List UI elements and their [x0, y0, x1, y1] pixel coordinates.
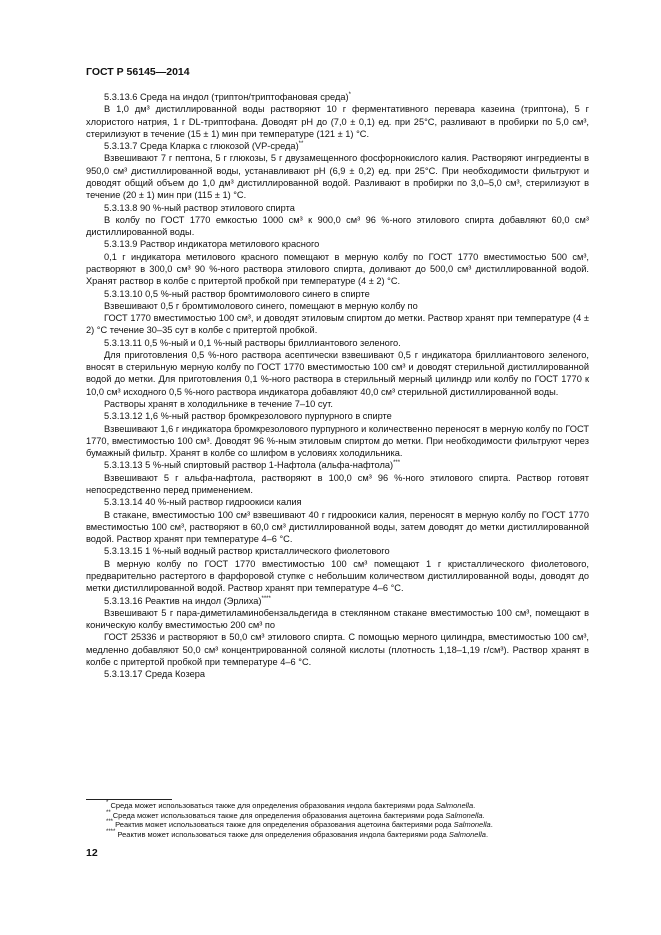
paragraph-text: Для приготовления 0,5 %-ного раствора асептически взвешивают 0,5 г индикатора бриллиантового зеленого, вносят в стерильную мерную колбу по ГОСТ 1770 вместимостью 100 см³ и доводят стерильной дистиллированной водой до метки. Для приготовления 0,1 %-ного раствора в стерильный мерный цилиндр или колбу по ГОСТ 1770 к 10,0 см³ исходного 0,5 %-ного раствора индикатора добавляют 40,0 см³ стерильной дистиллированной воды. — [86, 349, 589, 397]
footnote-mark: ** — [106, 809, 111, 816]
paragraph-text: В колбу по ГОСТ 1770 емкостью 1000 см³ к 900,0 см³ 96 %-ного этилового спирта добавляют 60,0 см³ дистиллированной воды. — [86, 214, 589, 238]
paragraph-text: 5.3.13.11 0,5 %-ный и 0,1 %-ный растворы бриллиантового зеленого. — [104, 337, 401, 348]
paragraph-text: В стакане, вместимостью 100 см³ взвешивают 40 г гидроокиси калия, переносят в мерную колбу по ГОСТ 1770 вместимостью 100 см³, растворяют в 60,0 см³ дистиллированной воды, затем доводят до метки дистиллированной водой. Раствор хранят при температуре 4–6 °С. — [86, 509, 589, 545]
paragraph-text: 5.3.13.12 1,6 %-ный раствор бромкрезолового пурпурного в спирте — [104, 411, 392, 422]
paragraph — [86, 631, 589, 668]
document-body — [86, 91, 589, 681]
footnote-separator — [86, 799, 172, 800]
footnote-ref: *** — [393, 460, 401, 467]
paragraph — [86, 214, 589, 239]
footnote — [106, 811, 626, 821]
paragraph — [86, 668, 589, 680]
footnote-genus: Salmonella — [453, 820, 491, 830]
paragraph — [86, 238, 589, 250]
paragraph-text: 0,1 г индикатора метилового красного помещают в мерную колбу по ГОСТ 1770 вместимостью 500 см³, растворяют в 300,0 см³ 90 %-ного раствора этилового спирта, доливают до 500,0 см³ дистиллированной водой. Хранят раствор в колбе с притертой пробкой при температуре (4 ± 2) °С. — [86, 251, 589, 287]
footnote-text: Реактив может использоваться также для определения образования ацетоина бактериями рода — [115, 820, 454, 830]
footnote-text: Среда может использоваться также для определения образования ацетоина бактериями рода — [112, 810, 446, 820]
paragraph-text: 5.3.13.17 Среда Козера — [104, 669, 206, 680]
paragraph — [86, 152, 589, 201]
page-number: 12 — [86, 847, 98, 859]
footnote-mark: * — [106, 800, 109, 806]
paragraph-text: В мерную колбу по ГОСТ 1770 вместимостью 100 см³ помещают 1 г кристаллического фиолетового, предварительно растертого в фарфоровой ступке с небольшим количеством дистиллированной воды, доводят до метки дистиллированной водой. Раствор хранят при температуре 4–6 °С. — [86, 558, 589, 594]
paragraph-text: 5.3.13.7 Среда Кларка с глюкозой (VP-среда) — [104, 141, 299, 152]
footnote-text: Среда может использоваться также для определения образования индола бактериями рода — [110, 801, 437, 810]
footnote-end: . — [473, 801, 476, 810]
paragraph — [86, 459, 589, 471]
paragraph-text: Взвешивают 1,6 г индикатора бромкрезолового пурпурного и количественно переносят в мерную колбу по ГОСТ 1770, вместимостью 100 см³. Доводят 96 %-ным этиловым спиртом до метки. При необходимости фильтруют через бумажный фильтр. Хранят в колбе со шлифом в условиях холодильника. — [86, 423, 589, 459]
footnote-text: Реактив может использоваться также для определения образования индола бактериями рода — [117, 830, 449, 840]
document-header: ГОСТ Р 56145—2014 — [86, 66, 190, 78]
footnote-ref: ** — [298, 141, 304, 148]
paragraph — [86, 496, 589, 508]
paragraph — [86, 300, 589, 312]
paragraph-text: ГОСТ 25336 и растворяют в 50,0 см³ этилового спирта. С помощью мерного цилиндра, вместимостью 100 см³, медленно добавляют 50,0 см³ концентрированной соляной кислоты (плотность 1,18–1,19 г/см³). Раствор хранят в колбе с притертой пробкой при температуре 4–6 °С. — [86, 632, 589, 667]
footnote-genus: Salmonella — [445, 810, 483, 820]
paragraph-text: Взвешивают 7 г пептона, 5 г глюкозы, 5 г двузамещенного фосфорнокислого калия. Растворяют ингредиенты в 950,0 см³ дистиллированной воды, устанавливают pH (6,9 ± 0,2) ед. при 25°С. При необходимости фильтруют и доводят общий объем до 1,0 дм³ дистиллированной водой. Разливают в пробирки по 3,0–5,0 см³, стерилизуют в течение (20 ± 1) мин при (115 ± 1) °С. — [86, 153, 589, 201]
footnote-ref: **** — [261, 595, 271, 602]
paragraph — [86, 558, 589, 595]
footnote-mark: **** — [106, 829, 116, 836]
paragraph — [86, 595, 589, 607]
paragraph — [86, 140, 589, 152]
paragraph — [86, 545, 589, 557]
paragraph — [86, 251, 589, 288]
paragraph-text: 5.3.13.15 1 %-ный водный раствор кристаллического фиолетового — [104, 546, 390, 557]
paragraph — [86, 103, 589, 140]
paragraph-text: 5.3.13.8 90 %-ный раствор этилового спирта — [104, 202, 295, 213]
paragraph-text: Растворы хранят в холодильнике в течение 7–10 сут. — [104, 399, 333, 410]
footnote — [106, 801, 626, 811]
paragraph-text: В 1,0 дм³ дистиллированной воды растворяют 10 г ферментативного перевара казеина (триптона), 5 г хлористого натрия, 1 г DL-триптофана. Доводят pH до (7,0 ± 0,1) ед. при 25°С, разливают в пробирки по 5,0 см³, стерилизуют в течение (15 ± 1) мин при температуре (121 ± 1) °С. — [86, 104, 589, 139]
paragraph — [86, 202, 589, 214]
paragraph — [86, 312, 589, 337]
footnote-end: . — [482, 810, 485, 820]
paragraph — [86, 337, 589, 349]
footnote-mark: *** — [106, 819, 114, 826]
footnote-end: . — [490, 820, 493, 830]
footnote-genus: Salmonella — [436, 801, 474, 810]
paragraph-text: Взвешивают 5 г пара-диметиламинобензальдегида в стеклянном стакане вместимостью 100 см³, помещают в коническую колбу вместимостью 200 см³ по — [86, 607, 589, 631]
paragraph-text: ГОСТ 1770 вместимостью 100 см³, и доводят этиловым спиртом до метки. Раствор хранят при температуре (4 ± 2) °С течение 30–35 сут в колбе с притертой пробкой. — [86, 313, 589, 336]
paragraph — [86, 91, 589, 103]
footnote — [106, 820, 626, 830]
footnote — [106, 830, 626, 840]
paragraph — [86, 410, 589, 422]
paragraph — [86, 398, 589, 410]
paragraph — [86, 509, 589, 546]
paragraph — [86, 349, 589, 398]
footnote-ref: * — [348, 92, 351, 98]
paragraph-text: 5.3.13.16 Реактив на индол (Эрлиха) — [104, 595, 262, 606]
paragraph-text: 5.3.13.13 5 %-ный спиртовый раствор 1-Нафтола (альфа-нафтола) — [104, 460, 394, 471]
paragraph — [86, 607, 589, 632]
paragraph — [86, 423, 589, 460]
paragraph — [86, 288, 589, 300]
footnotes — [106, 801, 626, 840]
paragraph-text: 5.3.13.14 40 %-ный раствор гидроокиси калия — [104, 497, 302, 508]
paragraph-text: Взвешивают 0,5 г бромтимолового синего, помещают в мерную колбу по — [104, 300, 418, 311]
footnote-end: . — [485, 830, 489, 840]
paragraph-text: 5.3.13.6 Среда на индол (триптон/триптофановая среда) — [104, 92, 349, 102]
paragraph-text: 5.3.13.9 Раствор индикатора метилового красного — [104, 239, 320, 250]
paragraph — [86, 472, 589, 497]
paragraph-text: 5.3.13.10 0,5 %-ный раствор бромтимолового синего в спирте — [104, 288, 370, 299]
paragraph-text: Взвешивают 5 г альфа-нафтола, растворяют в 100,0 см³ 96 %-ного этилового спирта. Раствор готовят непосредственно перед применением. — [86, 472, 589, 495]
footnote-genus: Salmonella — [448, 830, 486, 840]
